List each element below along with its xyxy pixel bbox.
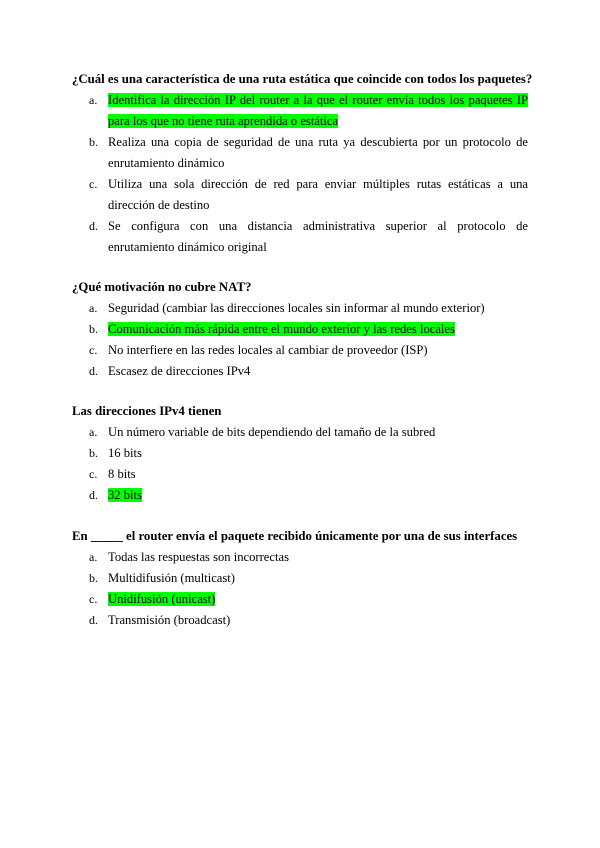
question-1 — [72, 69, 533, 258]
option-list — [72, 90, 528, 258]
option-text-correct: Comunicación más rápida entre el mundo exterior y las redes locales — [108, 322, 455, 336]
option-d — [72, 610, 528, 631]
option-letter: a. — [89, 93, 98, 107]
question-4 — [72, 526, 528, 631]
option-text: 8 bits — [108, 467, 136, 481]
option-c — [72, 589, 528, 610]
option-a — [72, 422, 528, 443]
question-title: ¿Qué motivación no cubre NAT? — [72, 280, 252, 294]
option-letter: a. — [89, 550, 98, 564]
option-text-correct: Identifica la dirección IP del router a la que el router envía todos los paquetes IP para los que no tiene ruta aprendida o estática — [108, 93, 528, 128]
option-c — [72, 464, 528, 485]
option-text: Todas las respuestas son incorrectas — [108, 550, 289, 564]
question-2 — [72, 277, 528, 382]
option-text: No interfiere en las redes locales al cambiar de proveedor (ISP) — [108, 343, 428, 357]
option-d — [72, 361, 528, 382]
option-letter: a. — [89, 425, 98, 439]
option-text: Se configura con una distancia administrativa superior al protocolo de enrutamiento dinámico original — [108, 219, 528, 254]
option-text: Escasez de direcciones IPv4 — [108, 364, 251, 378]
option-text: Un número variable de bits dependiendo del tamaño de la subred — [108, 425, 436, 439]
option-letter: c. — [89, 467, 98, 481]
option-letter: b. — [89, 135, 98, 149]
option-b — [72, 319, 528, 340]
option-text: Realiza una copia de seguridad de una ruta ya descubierta por un protocolo de enrutamiento dinámico — [108, 135, 528, 170]
option-letter: c. — [89, 177, 98, 191]
question-3 — [72, 401, 528, 506]
option-list — [72, 547, 528, 631]
option-text: 16 bits — [108, 446, 142, 460]
option-text-correct: Unidifusión (unicast) — [108, 592, 216, 606]
option-text: Transmisión (broadcast) — [108, 613, 231, 627]
option-a — [72, 547, 528, 568]
option-d — [72, 216, 528, 258]
option-list — [72, 298, 528, 382]
question-title: ¿Cuál es una característica de una ruta estática que coincide con todos los paquetes? — [72, 72, 533, 86]
option-text: Utiliza una sola dirección de red para enviar múltiples rutas estáticas a una dirección de destino — [108, 177, 528, 212]
option-d — [72, 485, 528, 506]
option-b — [72, 568, 528, 589]
option-letter: b. — [89, 322, 98, 336]
option-letter: b. — [89, 571, 98, 585]
option-letter: c. — [89, 343, 98, 357]
option-a — [72, 90, 528, 132]
option-letter: a. — [89, 301, 98, 315]
option-letter: b. — [89, 446, 98, 460]
option-text: Seguridad (cambiar las direcciones locales sin informar al mundo exterior) — [108, 301, 485, 315]
option-letter: d. — [89, 488, 98, 502]
option-letter: d. — [89, 219, 98, 233]
option-c — [72, 340, 528, 361]
option-letter: d. — [89, 364, 98, 378]
option-a — [72, 298, 528, 319]
option-b — [72, 132, 528, 174]
option-list — [72, 422, 528, 506]
option-letter: c. — [89, 592, 98, 606]
option-c — [72, 174, 528, 216]
option-text: Multidifusión (multicast) — [108, 571, 235, 585]
question-title: En _____ el router envía el paquete recibido únicamente por una de sus interfaces — [72, 529, 518, 543]
option-b — [72, 443, 528, 464]
option-letter: d. — [89, 613, 98, 627]
option-text-correct: 32 bits — [108, 488, 142, 502]
question-title: Las direcciones IPv4 tienen — [72, 404, 222, 418]
